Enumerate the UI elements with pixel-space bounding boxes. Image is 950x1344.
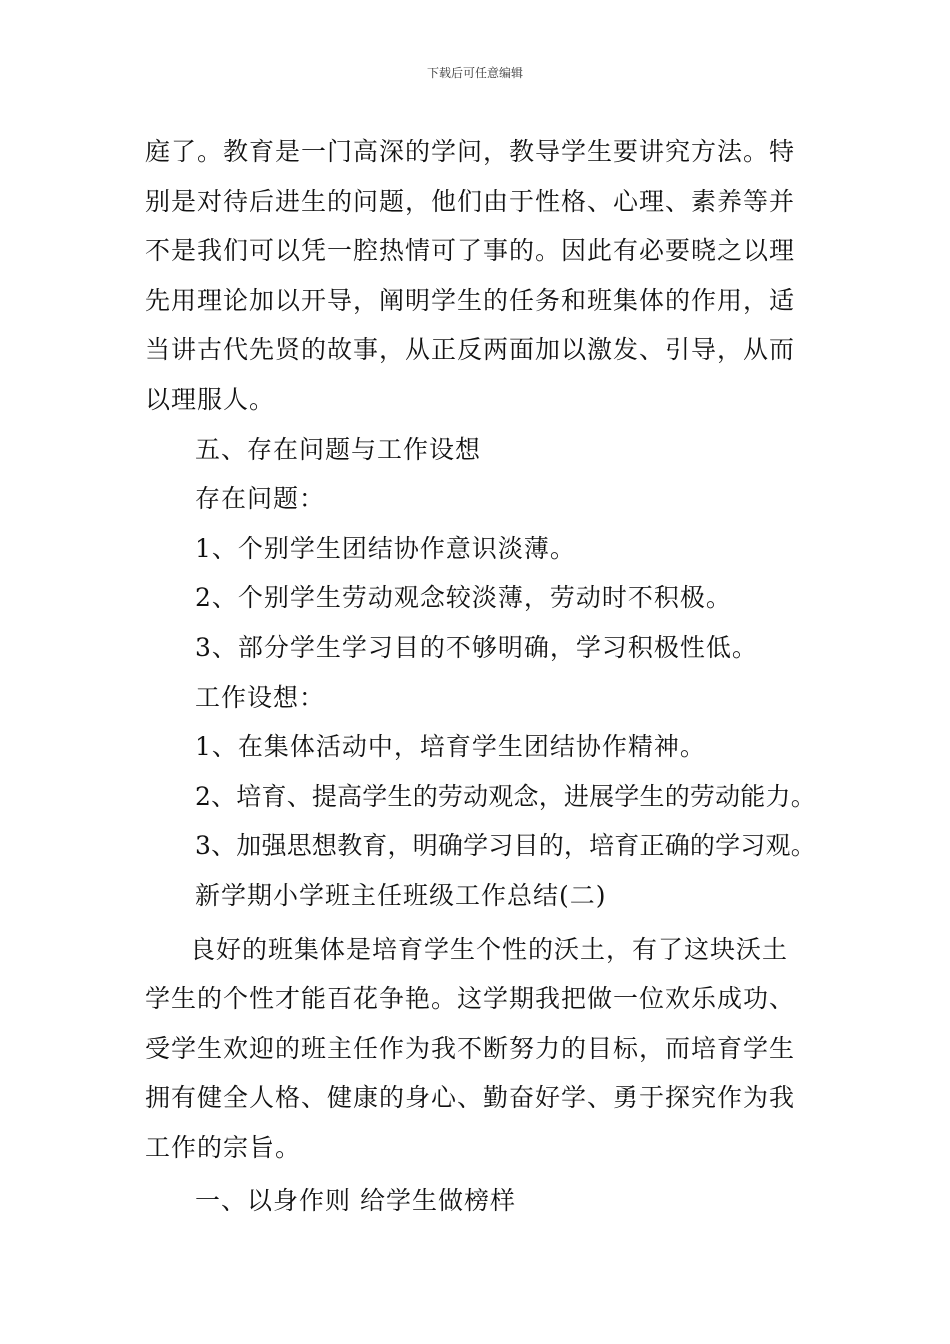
paragraph-line: 学生的个性才能百花争艳。这学期我把做一位欢乐成功、 <box>145 984 796 1014</box>
section-heading: 一、以身作则 给学生做榜样 <box>195 1186 516 1216</box>
list-item: 3、加强思想教育，明确学习目的，培育正确的学习观。 <box>195 831 816 861</box>
paragraph-line: 以理服人。 <box>145 384 276 414</box>
subheading-plans: 工作设想： <box>195 682 326 712</box>
document-body <box>145 127 816 1226</box>
paragraph-line: 先用理论加以开导，阐明学生的任务和班集体的作用，适 <box>145 285 796 315</box>
section-heading: 五、存在问题与工作设想 <box>195 434 482 464</box>
subheading-problems: 存在问题： <box>195 484 326 514</box>
list-item: 1、在集体活动中，培育学生团结协作精神。 <box>195 732 706 762</box>
paragraph-line: 受学生欢迎的班主任作为我不断努力的目标，而培育学生 <box>145 1033 796 1063</box>
paragraph-line: 工作的宗旨。 <box>145 1132 302 1162</box>
paragraph-line: 拥有健全人格、健康的身心、勤奋好学、勇于探究作为我 <box>145 1083 796 1113</box>
list-item: 2、培育、提高学生的劳动观念，进展学生的劳动能力。 <box>195 781 816 811</box>
paragraph-line: 当讲古代先贤的故事，从正反两面加以激发、引导，从而 <box>145 335 796 365</box>
list-item: 1、个别学生团结协作意识淡薄。 <box>195 533 576 563</box>
paragraph-line: 良好的班集体是培育学生个性的沃土，有了这块沃土 <box>190 934 789 964</box>
list-item: 3、部分学生学习目的不够明确，学习积极性低。 <box>195 632 758 662</box>
page-header: 下载后可任意编辑 <box>426 66 523 80</box>
paragraph-line: 不是我们可以凭一腔热情可了事的。因此有必要晓之以理 <box>145 236 796 266</box>
list-item: 2、个别学生劳动观念较淡薄，劳动时不积极。 <box>195 583 732 613</box>
paragraph-line: 庭了。教育是一门高深的学问，教导学生要讲究方法。特 <box>145 137 796 166</box>
section-title: 新学期小学班主任班级工作总结(二) <box>195 880 607 910</box>
paragraph-line: 别是对待后进生的问题，他们由于性格、心理、素养等并 <box>145 186 796 216</box>
